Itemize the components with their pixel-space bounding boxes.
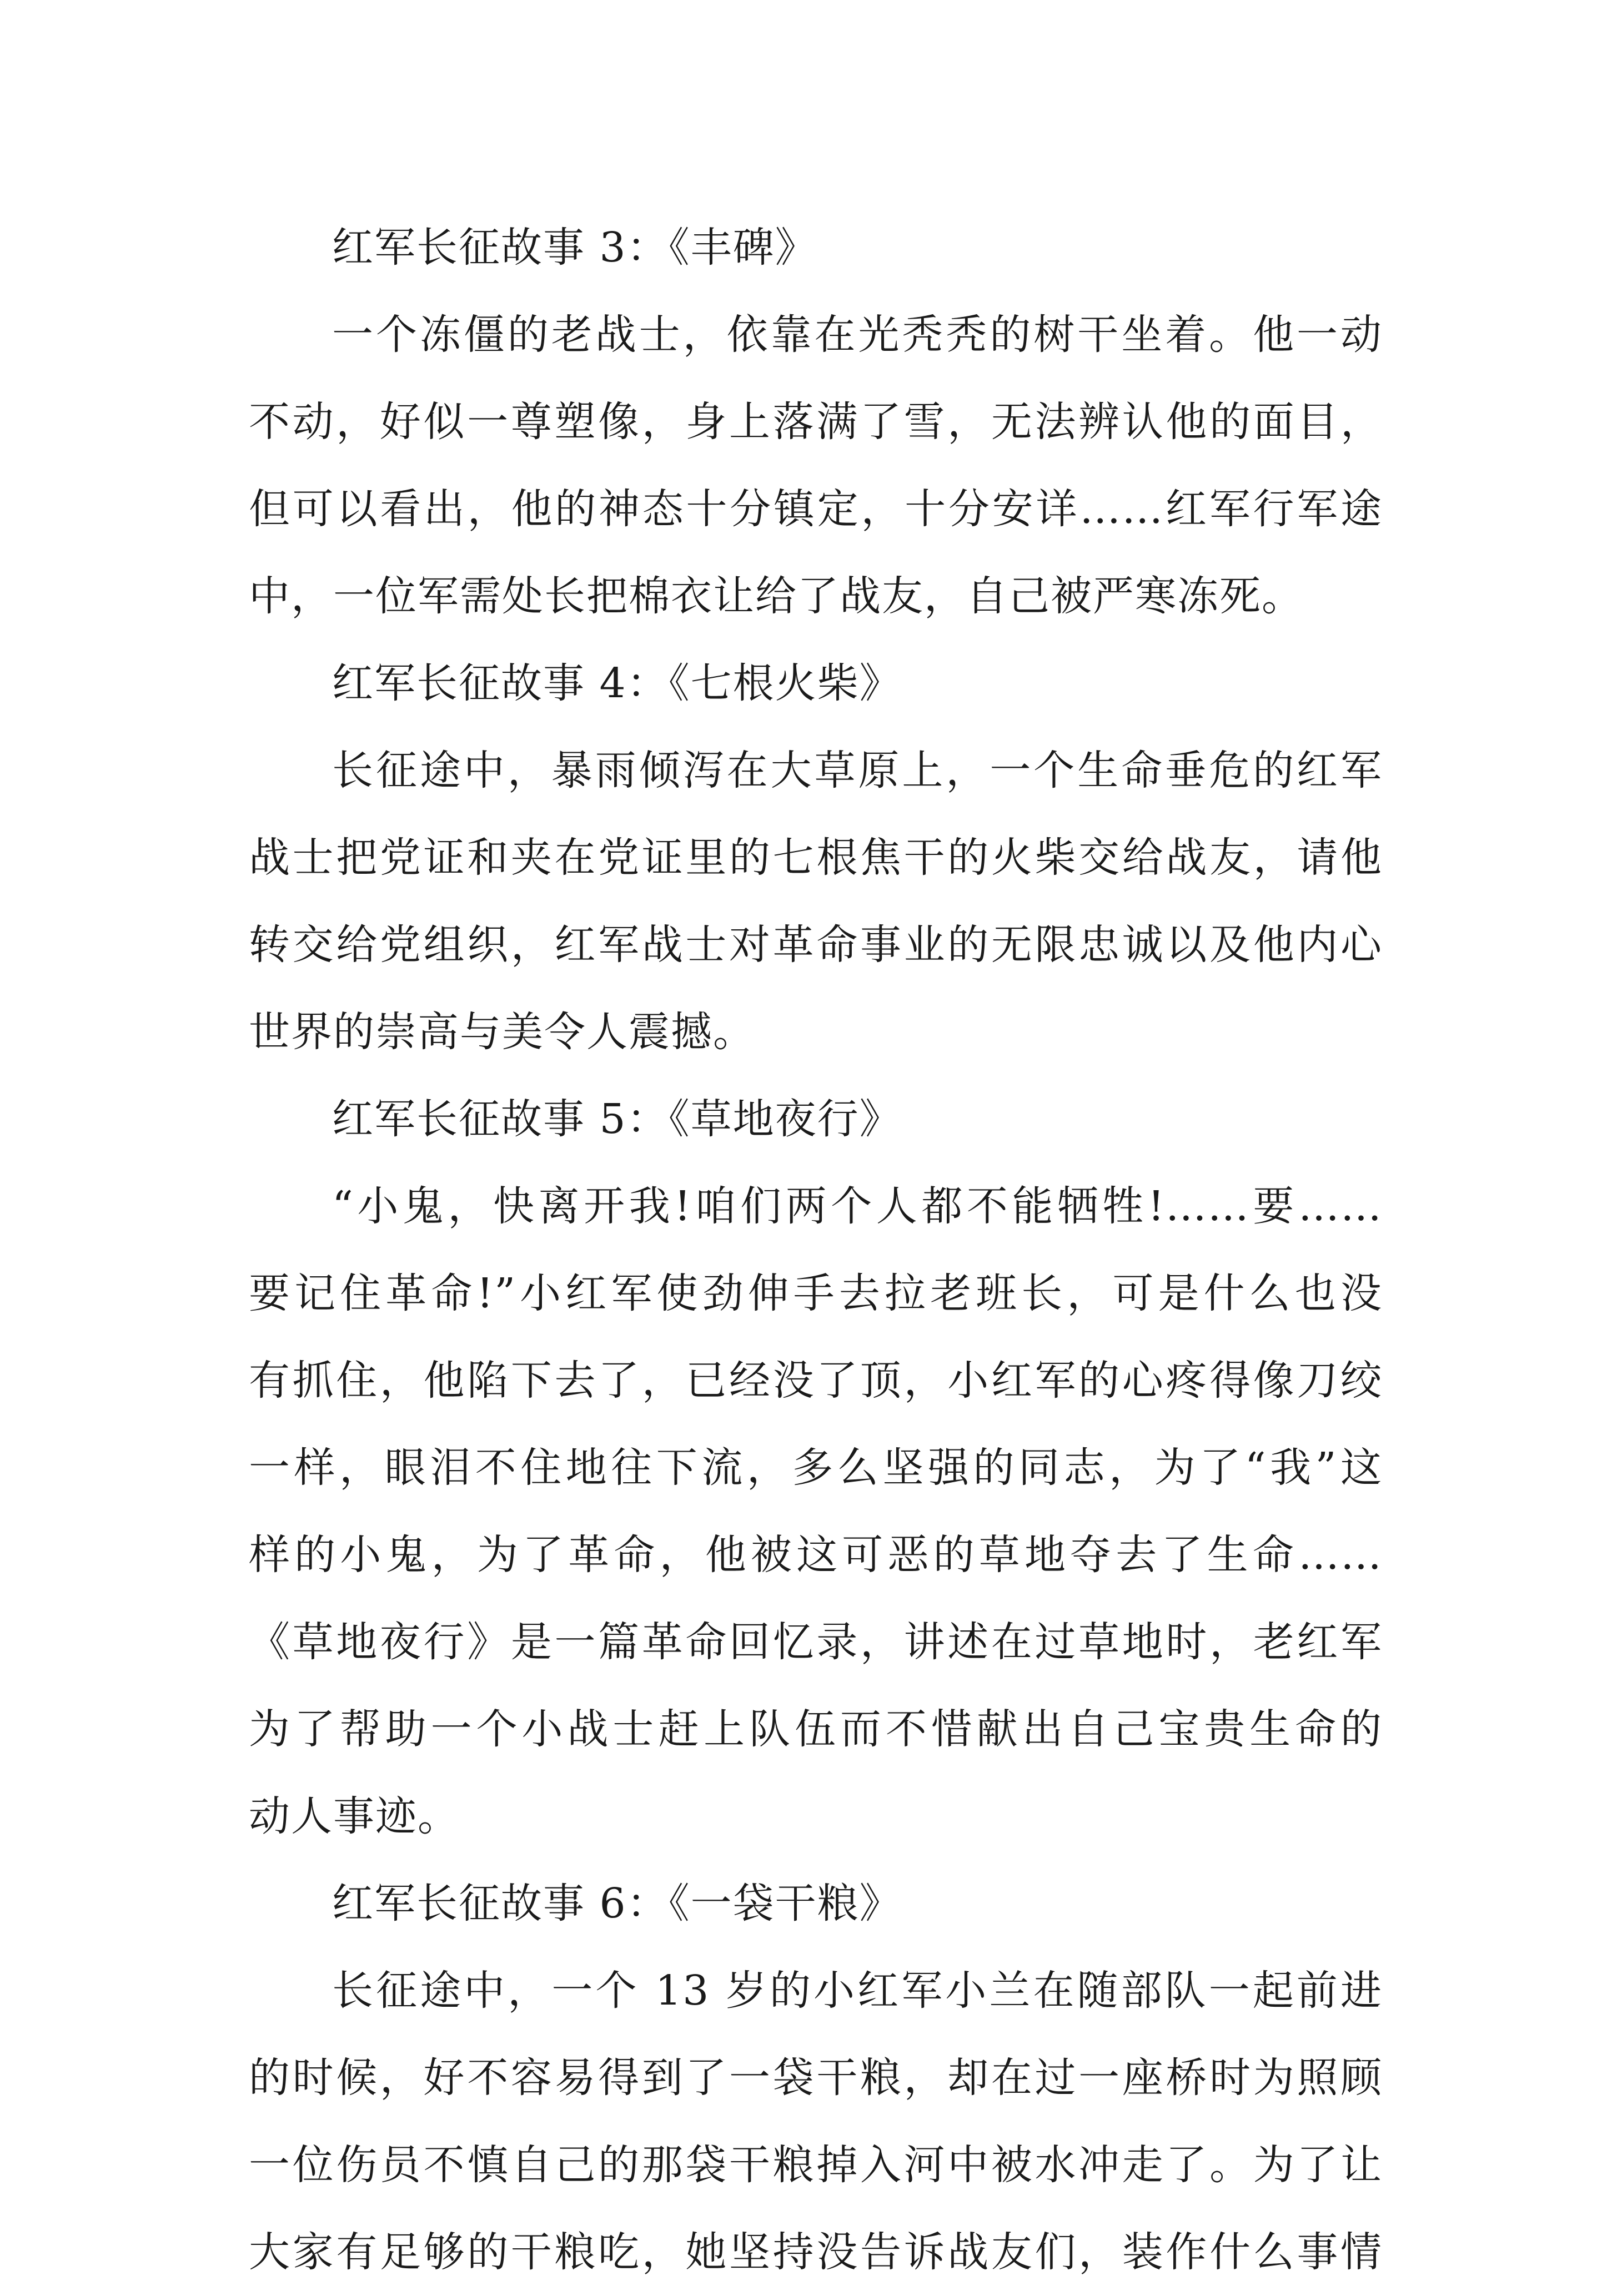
paragraph-line: 但可以看出，他的神态十分镇定，十分安详……红军行军途	[249, 485, 1383, 533]
paragraph-line: 《草地夜行》是一篇革命回忆录，讲述在过草地时，老红军	[249, 1618, 1383, 1666]
paragraph-line: 世界的崇高与美令人震撼。	[249, 1008, 755, 1056]
paragraph-line: 一位伤员不慎自己的那袋干粮掉入河中被水冲走了。为了让	[249, 2141, 1383, 2189]
paragraph-line: 的时候，好不容易得到了一袋干粮，却在过一座桥时为照顾	[249, 2054, 1383, 2102]
section-heading: 红军长征故事 5：《草地夜行》	[332, 1095, 902, 1143]
paragraph-line: 样的小鬼，为了革命，他被这可恶的草地夺去了生命……	[249, 1531, 1383, 1579]
paragraph-line: 转交给党组织，红军战士对革命事业的无限忠诚以及他内心	[249, 921, 1383, 969]
paragraph-line: 动人事迹。	[249, 1793, 460, 1840]
section-heading: 红军长征故事 4：《七根火柴》	[332, 659, 902, 707]
paragraph-line: 有抓住，他陷下去了，已经没了顶，小红军的心疼得像刀绞	[249, 1357, 1383, 1404]
paragraph-line: 不动，好似一尊塑像，身上落满了雪，无法辨认他的面目，	[249, 398, 1383, 446]
paragraph-line: 长征途中，暴雨倾泻在大草原上，一个生命垂危的红军	[332, 747, 1383, 794]
section-heading: 红军长征故事 6：《一袋干粮》	[332, 1880, 902, 1927]
paragraph-line: 长征途中，一个 13 岁的小红军小兰在随部队一起前进	[332, 1967, 1383, 2015]
paragraph-line: 战士把党证和夹在党证里的七根焦干的火柴交给战友，请他	[249, 834, 1383, 882]
paragraph-line: 大家有足够的干粮吃，她坚持没告诉战友们，装作什么事情	[249, 2228, 1383, 2276]
paragraph-line: 一个冻僵的老战士，依靠在光秃秃的树干坐着。他一动	[332, 311, 1383, 359]
section-heading: 红军长征故事 3：《丰碑》	[332, 224, 817, 271]
paragraph-line: “小鬼，快离开我!咱们两个人都不能牺牲!……要……	[332, 1182, 1383, 1230]
document-body	[249, 204, 1383, 2296]
paragraph-line: 为了帮助一个小战士赶上队伍而不惜献出自己宝贵生命的	[249, 1705, 1383, 1753]
paragraph-line: 要记住革命!”小红军使劲伸手去拉老班长，可是什么也没	[249, 1270, 1383, 1317]
paragraph-line: 中，一位军需处长把棉衣让给了战友，自己被严寒冻死。	[249, 572, 1304, 620]
paragraph-line: 一样，眼泪不住地往下流，多么坚强的同志，为了“我”这	[249, 1444, 1383, 1492]
